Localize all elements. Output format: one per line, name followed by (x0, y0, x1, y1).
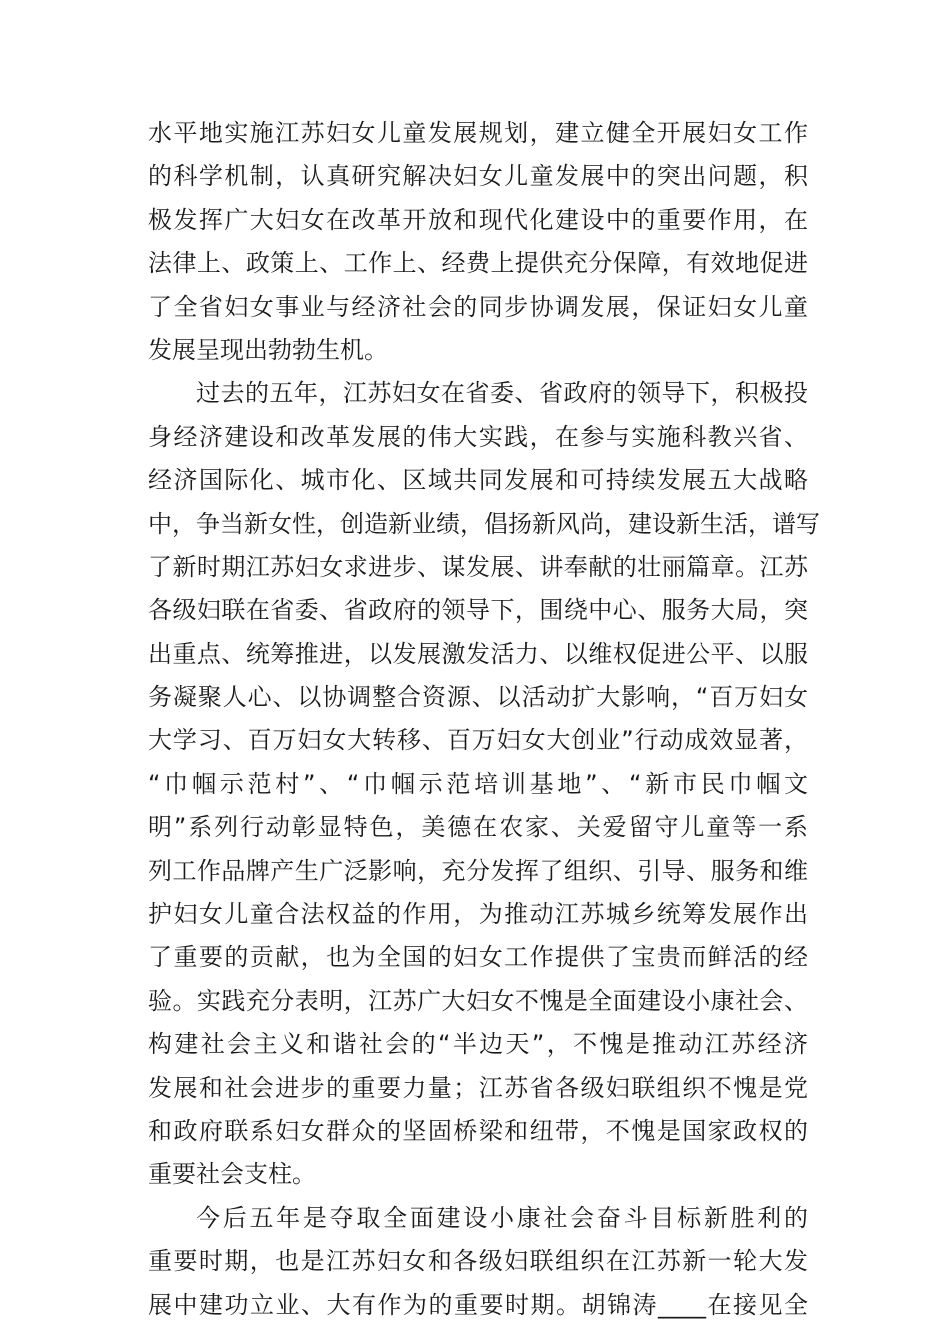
text-line: 和政府联系妇女群众的坚固桥梁和纽带，不愧是国家政权的 (148, 1116, 808, 1145)
paragraph (148, 1197, 808, 1327)
text-line: 出重点、统筹推进，以发展激发活力、以维权促进公平、以服 (148, 639, 808, 668)
text-line: 明”系列行动彰显特色，美德在农家、关爱留守儿童等一系 (148, 813, 808, 842)
text-line: 列工作品牌产生广泛影响，充分发挥了组织、引导、服务和维 (148, 856, 808, 885)
text-line: 今后五年是夺取全面建设小康社会奋斗目标新胜利的 (196, 1203, 808, 1232)
text-line: 经济国际化、城市化、区域共同发展和可持续发展五大战略 (148, 466, 808, 495)
text-line: 极发挥广大妇女在改革开放和现代化建设中的重要作用，在 (148, 205, 808, 234)
text-line: 发展呈现出勃勃生机。 (148, 335, 388, 364)
text-line: 构建社会主义和谐社会的“半边天”，不愧是推动江苏经济 (148, 1030, 808, 1059)
text-line: 过去的五年，江苏妇女在省委、省政府的领导下，积极投 (196, 379, 808, 408)
text-line: “巾帼示范村”、“巾帼示范培训基地”、“新市民巾帼文 (148, 769, 808, 798)
text-line: 了新时期江苏妇女求进步、谋发展、讲奉献的壮丽篇章。江苏 (148, 552, 808, 581)
text-line: 的科学机制，认真研究解决妇女儿童发展中的突出问题，积 (148, 162, 808, 191)
text-line: 大学习、百万妇女大转移、百万妇女大创业”行动成效显著， (148, 726, 808, 755)
text-line: 水平地实施江苏妇女儿童发展规划，建立健全开展妇女工作 (148, 119, 808, 147)
text-line: 验。实践充分表明，江苏广大妇女不愧是全面建设小康社会、 (148, 986, 808, 1015)
text-line: 重要时期，也是江苏妇女和各级妇联组织在江苏新一轮大发 (148, 1247, 808, 1276)
text-line: 护妇女儿童合法权益的作用，为推动江苏城乡统筹发展作出 (148, 900, 808, 929)
document-body (148, 112, 820, 1327)
text-line: 各级妇联在省委、省政府的领导下，围绕中心、服务大局，突 (148, 596, 808, 625)
paragraph (148, 112, 808, 372)
text-line: 中，争当新女性，创造新业绩，倡扬新风尚，建设新生活，谱写 (148, 509, 820, 538)
text-line: 身经济建设和改革发展的伟大实践，在参与实施科教兴省、 (148, 422, 808, 451)
paragraph (148, 372, 820, 1196)
text-line: 务凝聚人心、以协调整合资源、以活动扩大影响，“百万妇女 (148, 683, 808, 712)
text-line: 法律上、政策上、工作上、经费上提供充分保障，有效地促进 (148, 249, 808, 278)
text-line: 展中建功立业、大有作为的重要时期。胡锦涛____在接见全 (148, 1290, 808, 1319)
text-line: 了全省妇女事业与经济社会的同步协调发展，保证妇女儿童 (148, 292, 808, 321)
text-line: 重要社会支柱。 (148, 1160, 316, 1189)
text-line: 了重要的贡献，也为全国的妇女工作提供了宝贵而鲜活的经 (148, 943, 808, 972)
text-line: 发展和社会进步的重要力量；江苏省各级妇联组织不愧是党 (148, 1073, 808, 1102)
